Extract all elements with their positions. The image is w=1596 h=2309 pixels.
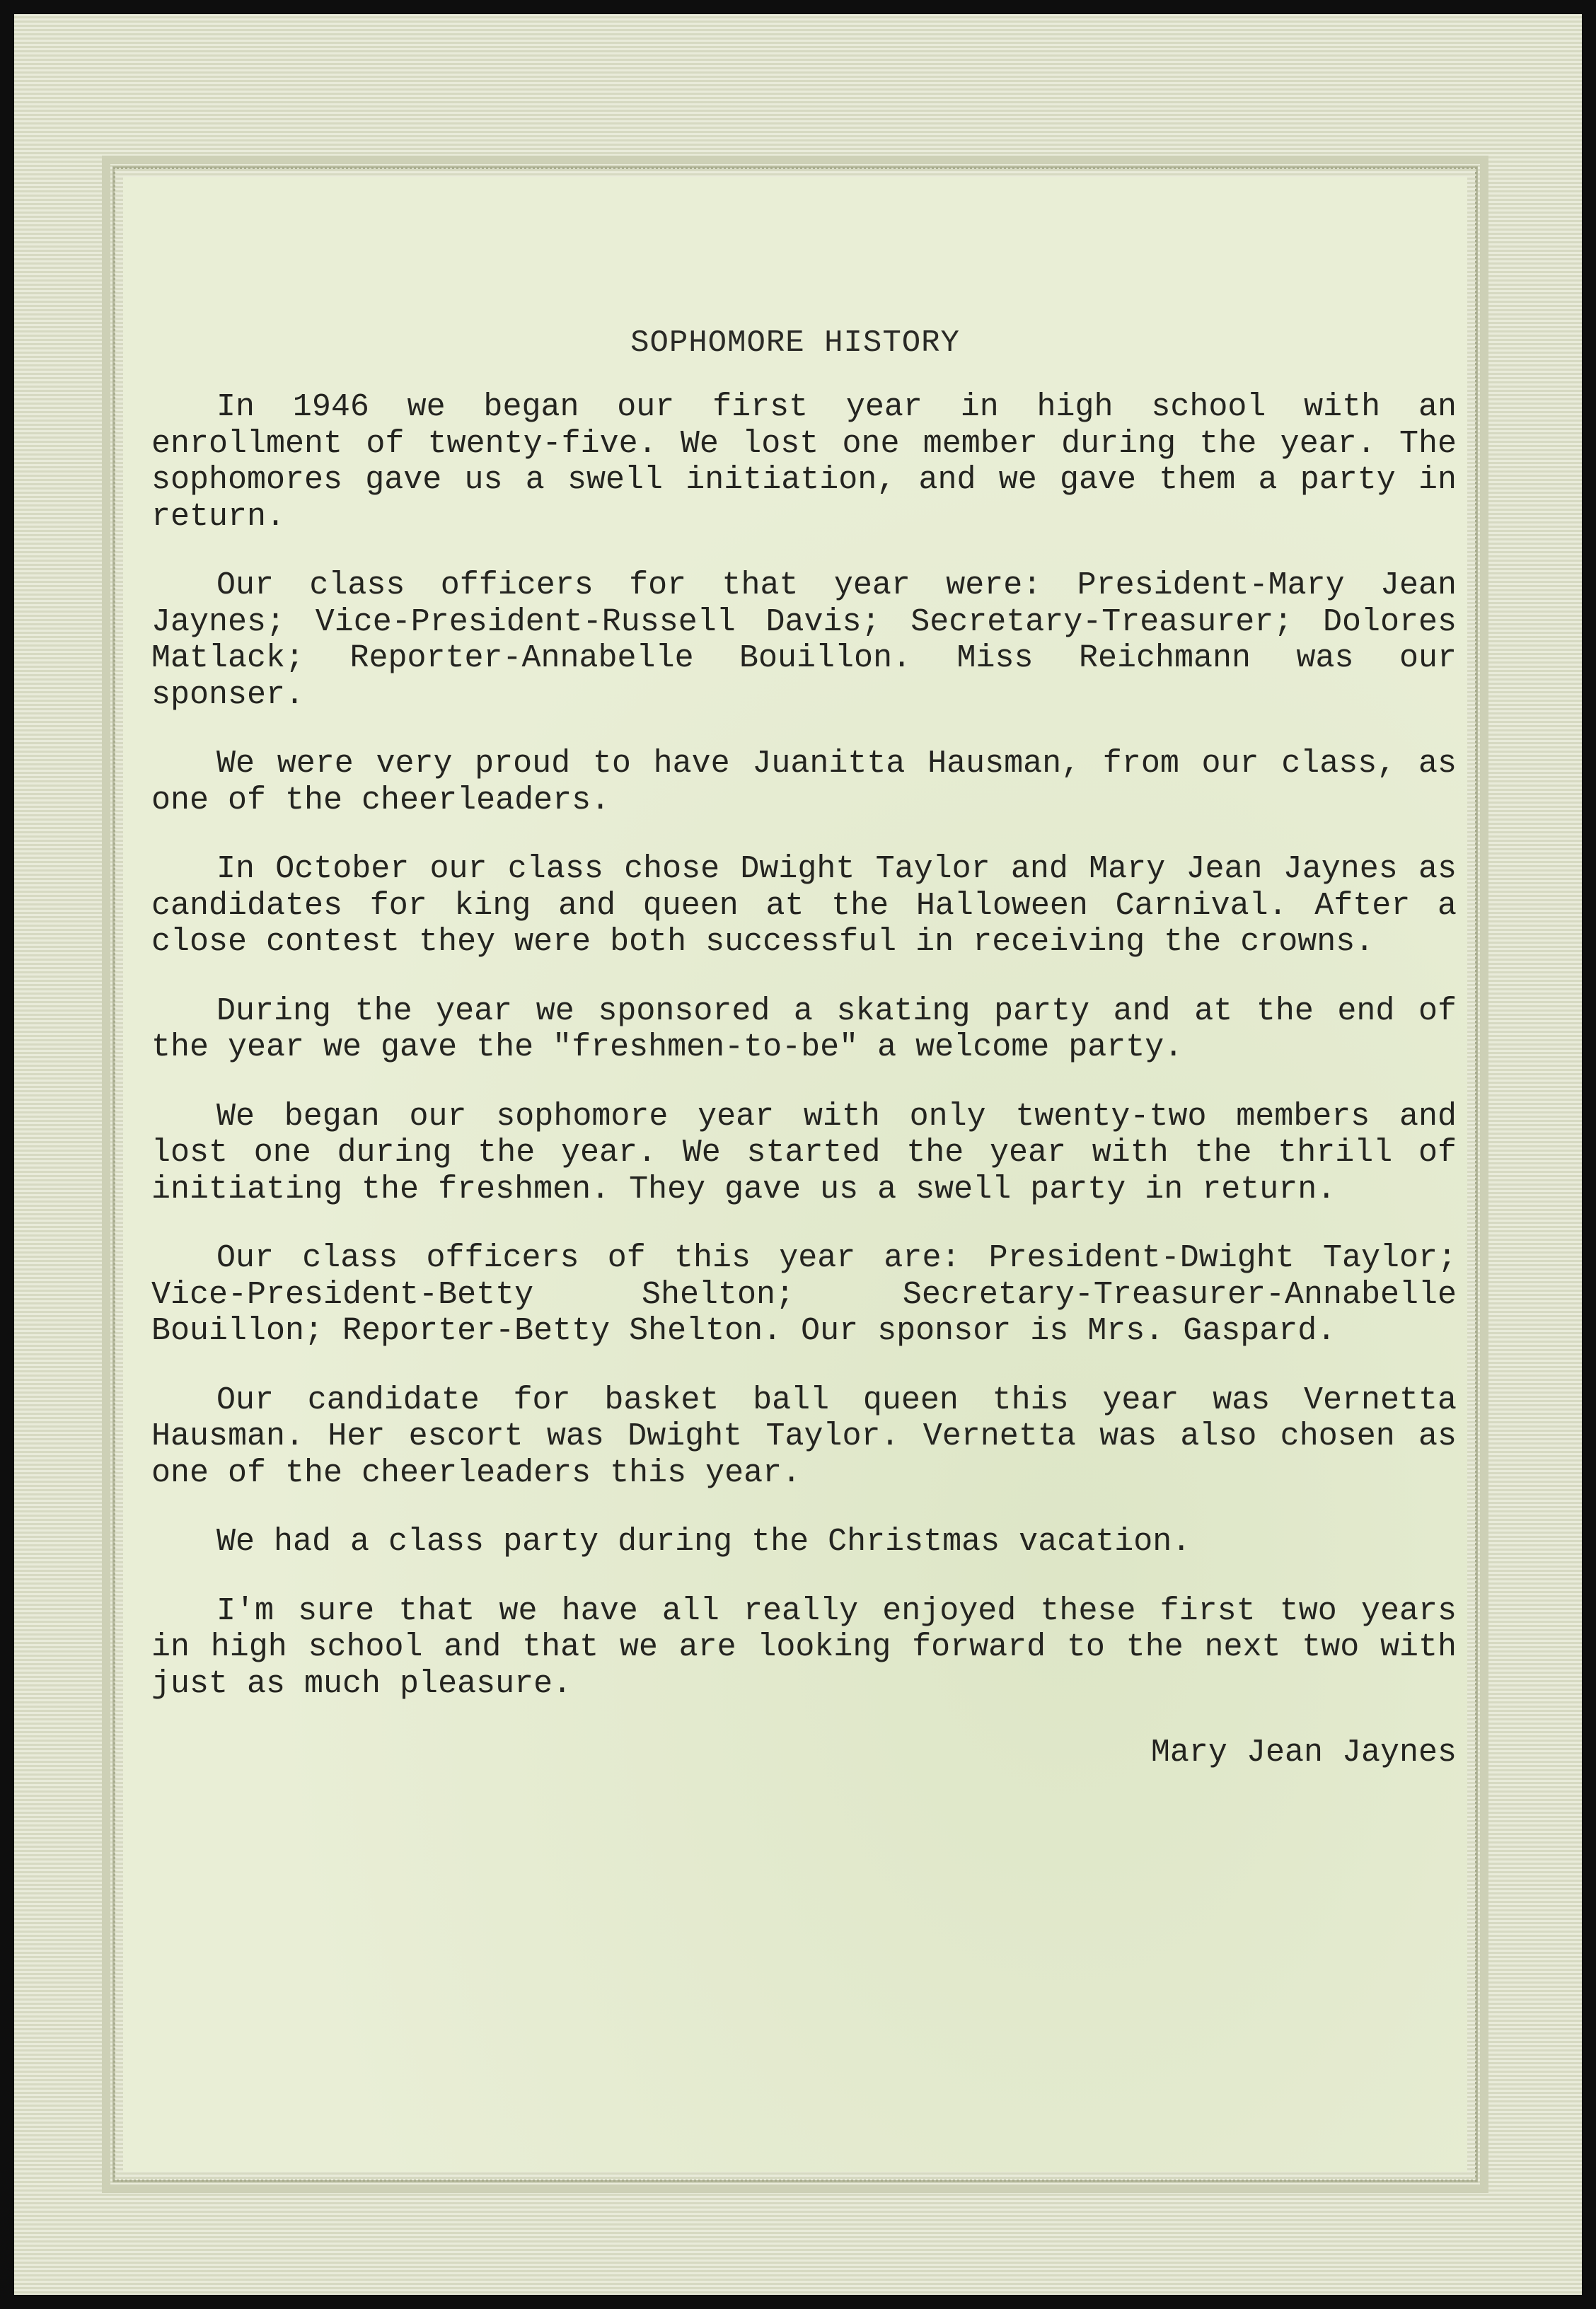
paragraph-10: I'm sure that we have all really enjoyed these first two years in high school and that we are looking forward to the next two with just as much pleasure. — [151, 1592, 1457, 1702]
paragraph-5: During the year we sponsored a skating party and at the end of the year we gave the "freshmen-to-be" a welcome party. — [151, 993, 1457, 1065]
document-body — [151, 389, 1457, 1771]
paragraph-4: In October our class chose Dwight Taylor and Mary Jean Jaynes as candidates for king and queen at the Halloween Carnival. After a close contest they were both successful in receiving the crowns. — [151, 851, 1457, 960]
signature: Mary Jean Jaynes — [1150, 1735, 1457, 1771]
paragraph-8: Our candidate for basket ball queen this year was Vernetta Hausman. Her escort was Dwight Taylor. Vernetta was also chosen as one of the cheerleaders this year. — [151, 1382, 1457, 1491]
paragraph-1: In 1946 we began our first year in high school with an enrollment of twenty-five. We lost one member during the year. The sophomores gave us a swell initiation, and we gave them a party in return. — [151, 389, 1457, 535]
document-page — [123, 177, 1467, 2172]
paragraph-6: We began our sophomore year with only twenty-two members and lost one during the year. We started the year with the thrill of initiating the freshmen. They gave us a swell party in return. — [151, 1098, 1457, 1208]
paragraph-9: We had a class party during the Christmas vacation. — [216, 1524, 1191, 1560]
paragraph-3: We were very proud to have Juanitta Hausman, from our class, as one of the cheerleaders. — [151, 746, 1457, 818]
paragraph-7: Our class officers of this year are: President-Dwight Taylor; Vice-President-Betty Shelton; Secretary-Treasurer-Annabelle Bouillon; Reporter-Betty Shelton. Our sponsor is Mrs. Gaspard. — [151, 1240, 1457, 1349]
paragraph-2: Our class officers for that year were: President-Mary Jean Jaynes; Vice-President-Russell Davis; Secretary-Treasurer; Dolores Matlack; Reporter-Annabelle Bouillon. Miss Reichmann was our sponser. — [151, 567, 1457, 713]
page-title: SOPHOMORE HISTORY — [630, 325, 960, 361]
page-background — [14, 14, 1582, 2295]
